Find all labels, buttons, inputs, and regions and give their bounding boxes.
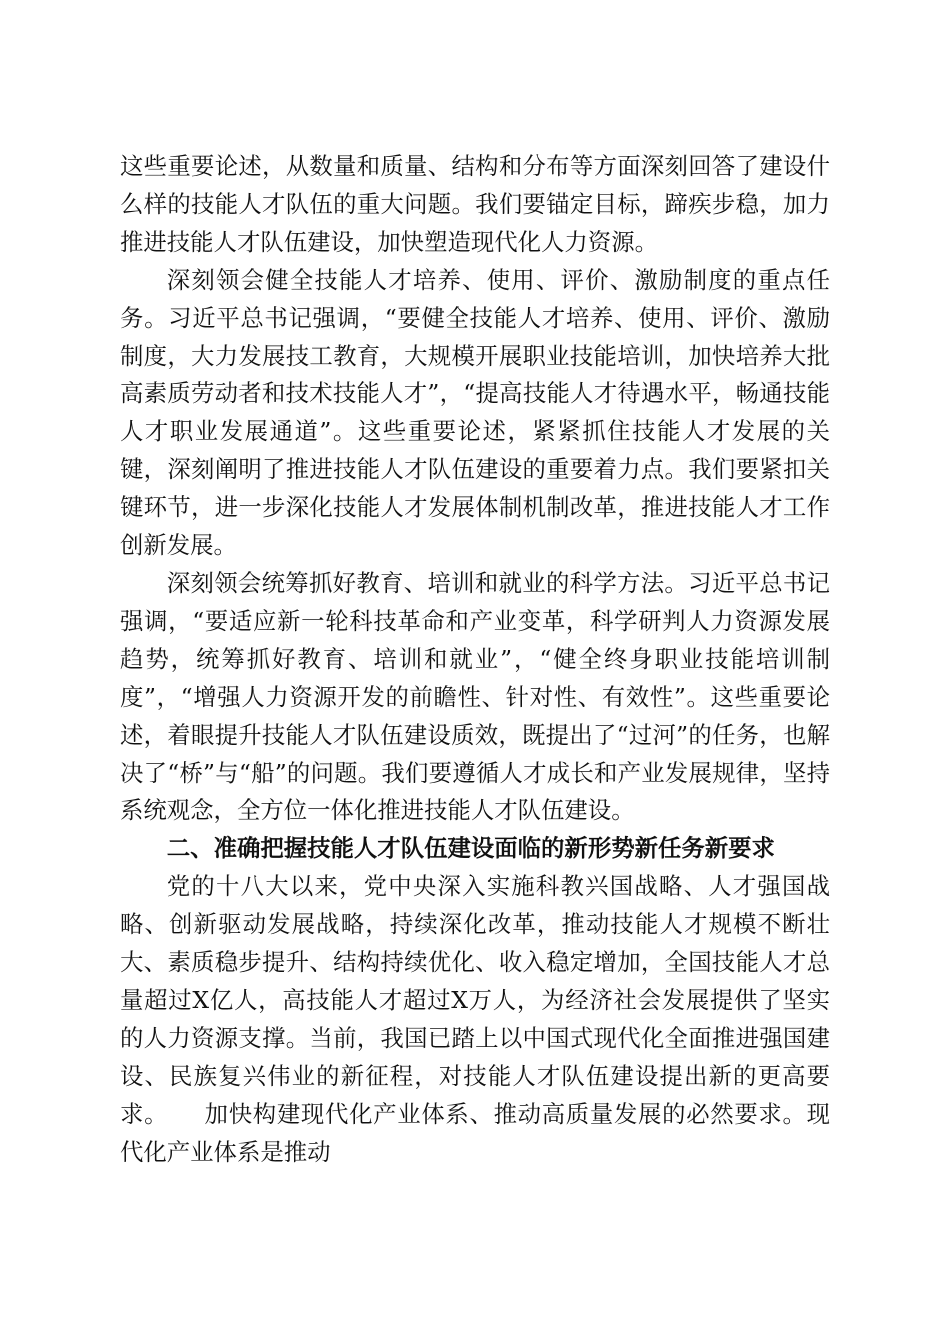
paragraph-continuation: 这些重要论述，从数量和质量、结构和分布等方面深刻回答了建设什么样的技能人才队伍的重大问题。我们要锚定目标，蹄疾步稳，加力推进技能人才队伍建设，加快塑造现代化人力资源。 [120, 152, 830, 256]
paragraph-scientific-method: 深刻领会统筹抓好教育、培训和就业的科学方法。习近平总书记强调，“要适应新一轮科技革命和产业变革，科学研判人力资源发展趋势，统筹抓好教育、培训和就业”，“健全终身职业技能培训制度”，“增强人力资源开发的前瞻性、针对性、有效性”。这些重要论述，着眼提升技能人才队伍建设质效，既提出了“过河”的任务，也解决了“桥”与“船”的问题。我们要遵循人才成长和产业发展规律，坚持系统观念，全方位一体化推进技能人才队伍建设。 [120, 568, 830, 825]
paragraph-new-situation: 党的十八大以来，党中央深入实施科教兴国战略、人才强国战略、创新驱动发展战略，持续深化改革，推动技能人才规模不断壮大、素质稳步提升、结构持续优化、收入稳定增加，全国技能人才总量超过X亿人，高技能人才超过X万人，为经济社会发展提供了坚实的人力资源支撑。当前，我国已踏上以中国式现代化全面推进强国建设、民族复兴伟业的新征程，对技能人才队伍建设提出新的更高要求。 加快构建现代化产业体系、推动高质量发展的必然要求。现代化产业体系是推动 [120, 872, 830, 1166]
paragraph-key-tasks: 深刻领会健全技能人才培养、使用、评价、激励制度的重点任务。习近平总书记强调，“要健全技能人才培养、使用、评价、激励制度，大力发展技工教育，大规模开展职业技能培训，加快培养大批高素质劳动者和技术技能人才”，“提高技能人才待遇水平，畅通技能人才职业发展通道”。这些重要论述，紧紧抓住技能人才发展的关键，深刻阐明了推进技能人才队伍建设的重要着力点。我们要紧扣关键环节，进一步深化技能人才发展体制机制改革，推进技能人才工作创新发展。 [120, 265, 830, 560]
section-heading: 二、准确把握技能人才队伍建设面临的新形势新任务新要求 [166, 834, 775, 863]
document-page [120, 148, 830, 1171]
